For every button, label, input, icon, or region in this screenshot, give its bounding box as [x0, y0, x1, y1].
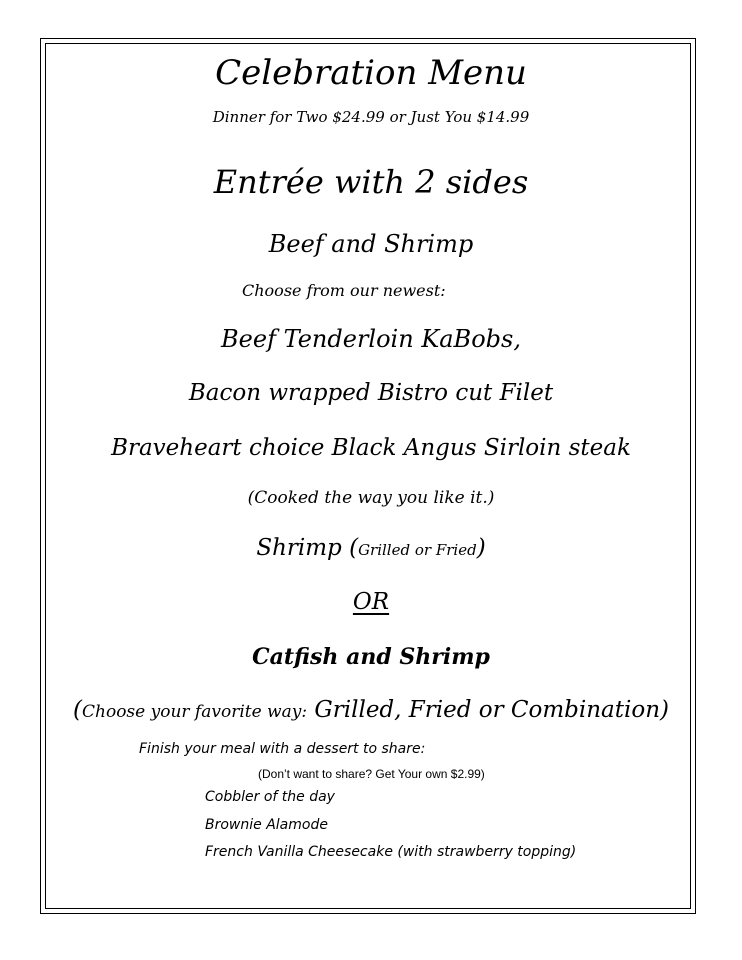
- choose-newest-label: Choose from our newest:: [242, 281, 446, 300]
- dessert-share-note: (Don’t want to share? Get Your own $2.99): [258, 767, 485, 781]
- or-divider: OR: [352, 589, 390, 615]
- shrimp-close: ): [476, 535, 486, 561]
- favorite-way-line: [0, 699, 742, 722]
- shrimp-style: Grilled or Fried: [358, 541, 477, 559]
- item-shrimp: [0, 537, 742, 560]
- item-bacon-filet: Bacon wrapped Bistro cut Filet: [188, 380, 554, 406]
- entree-heading: Entrée with 2 sides: [213, 163, 529, 201]
- favorite-options: Grilled, Fried or Combination): [307, 697, 669, 723]
- item-kabobs: Beef Tenderloin KaBobs,: [221, 325, 521, 353]
- catfish-shrimp-heading: Catfish and Shrimp: [252, 644, 490, 670]
- favorite-open: (: [73, 697, 82, 723]
- menu-subtitle: Dinner for Two $24.99 or Just You $14.99: [212, 108, 530, 126]
- dessert-item: Cobbler of the day: [205, 789, 335, 805]
- favorite-prefix: Choose your favorite way:: [82, 702, 308, 722]
- shrimp-label: Shrimp (: [256, 535, 359, 561]
- cooked-note: (Cooked the way you like it.): [247, 488, 495, 508]
- dessert-intro: Finish your meal with a dessert to share:: [139, 741, 426, 757]
- item-braveheart-sirloin: Braveheart choice Black Angus Sirloin steak: [111, 435, 631, 461]
- menu-title: Celebration Menu: [215, 53, 527, 93]
- dessert-item: French Vanilla Cheesecake (with strawberry topping): [205, 844, 577, 860]
- dessert-item: Brownie Alamode: [205, 817, 328, 833]
- beef-shrimp-heading: Beef and Shrimp: [268, 230, 474, 258]
